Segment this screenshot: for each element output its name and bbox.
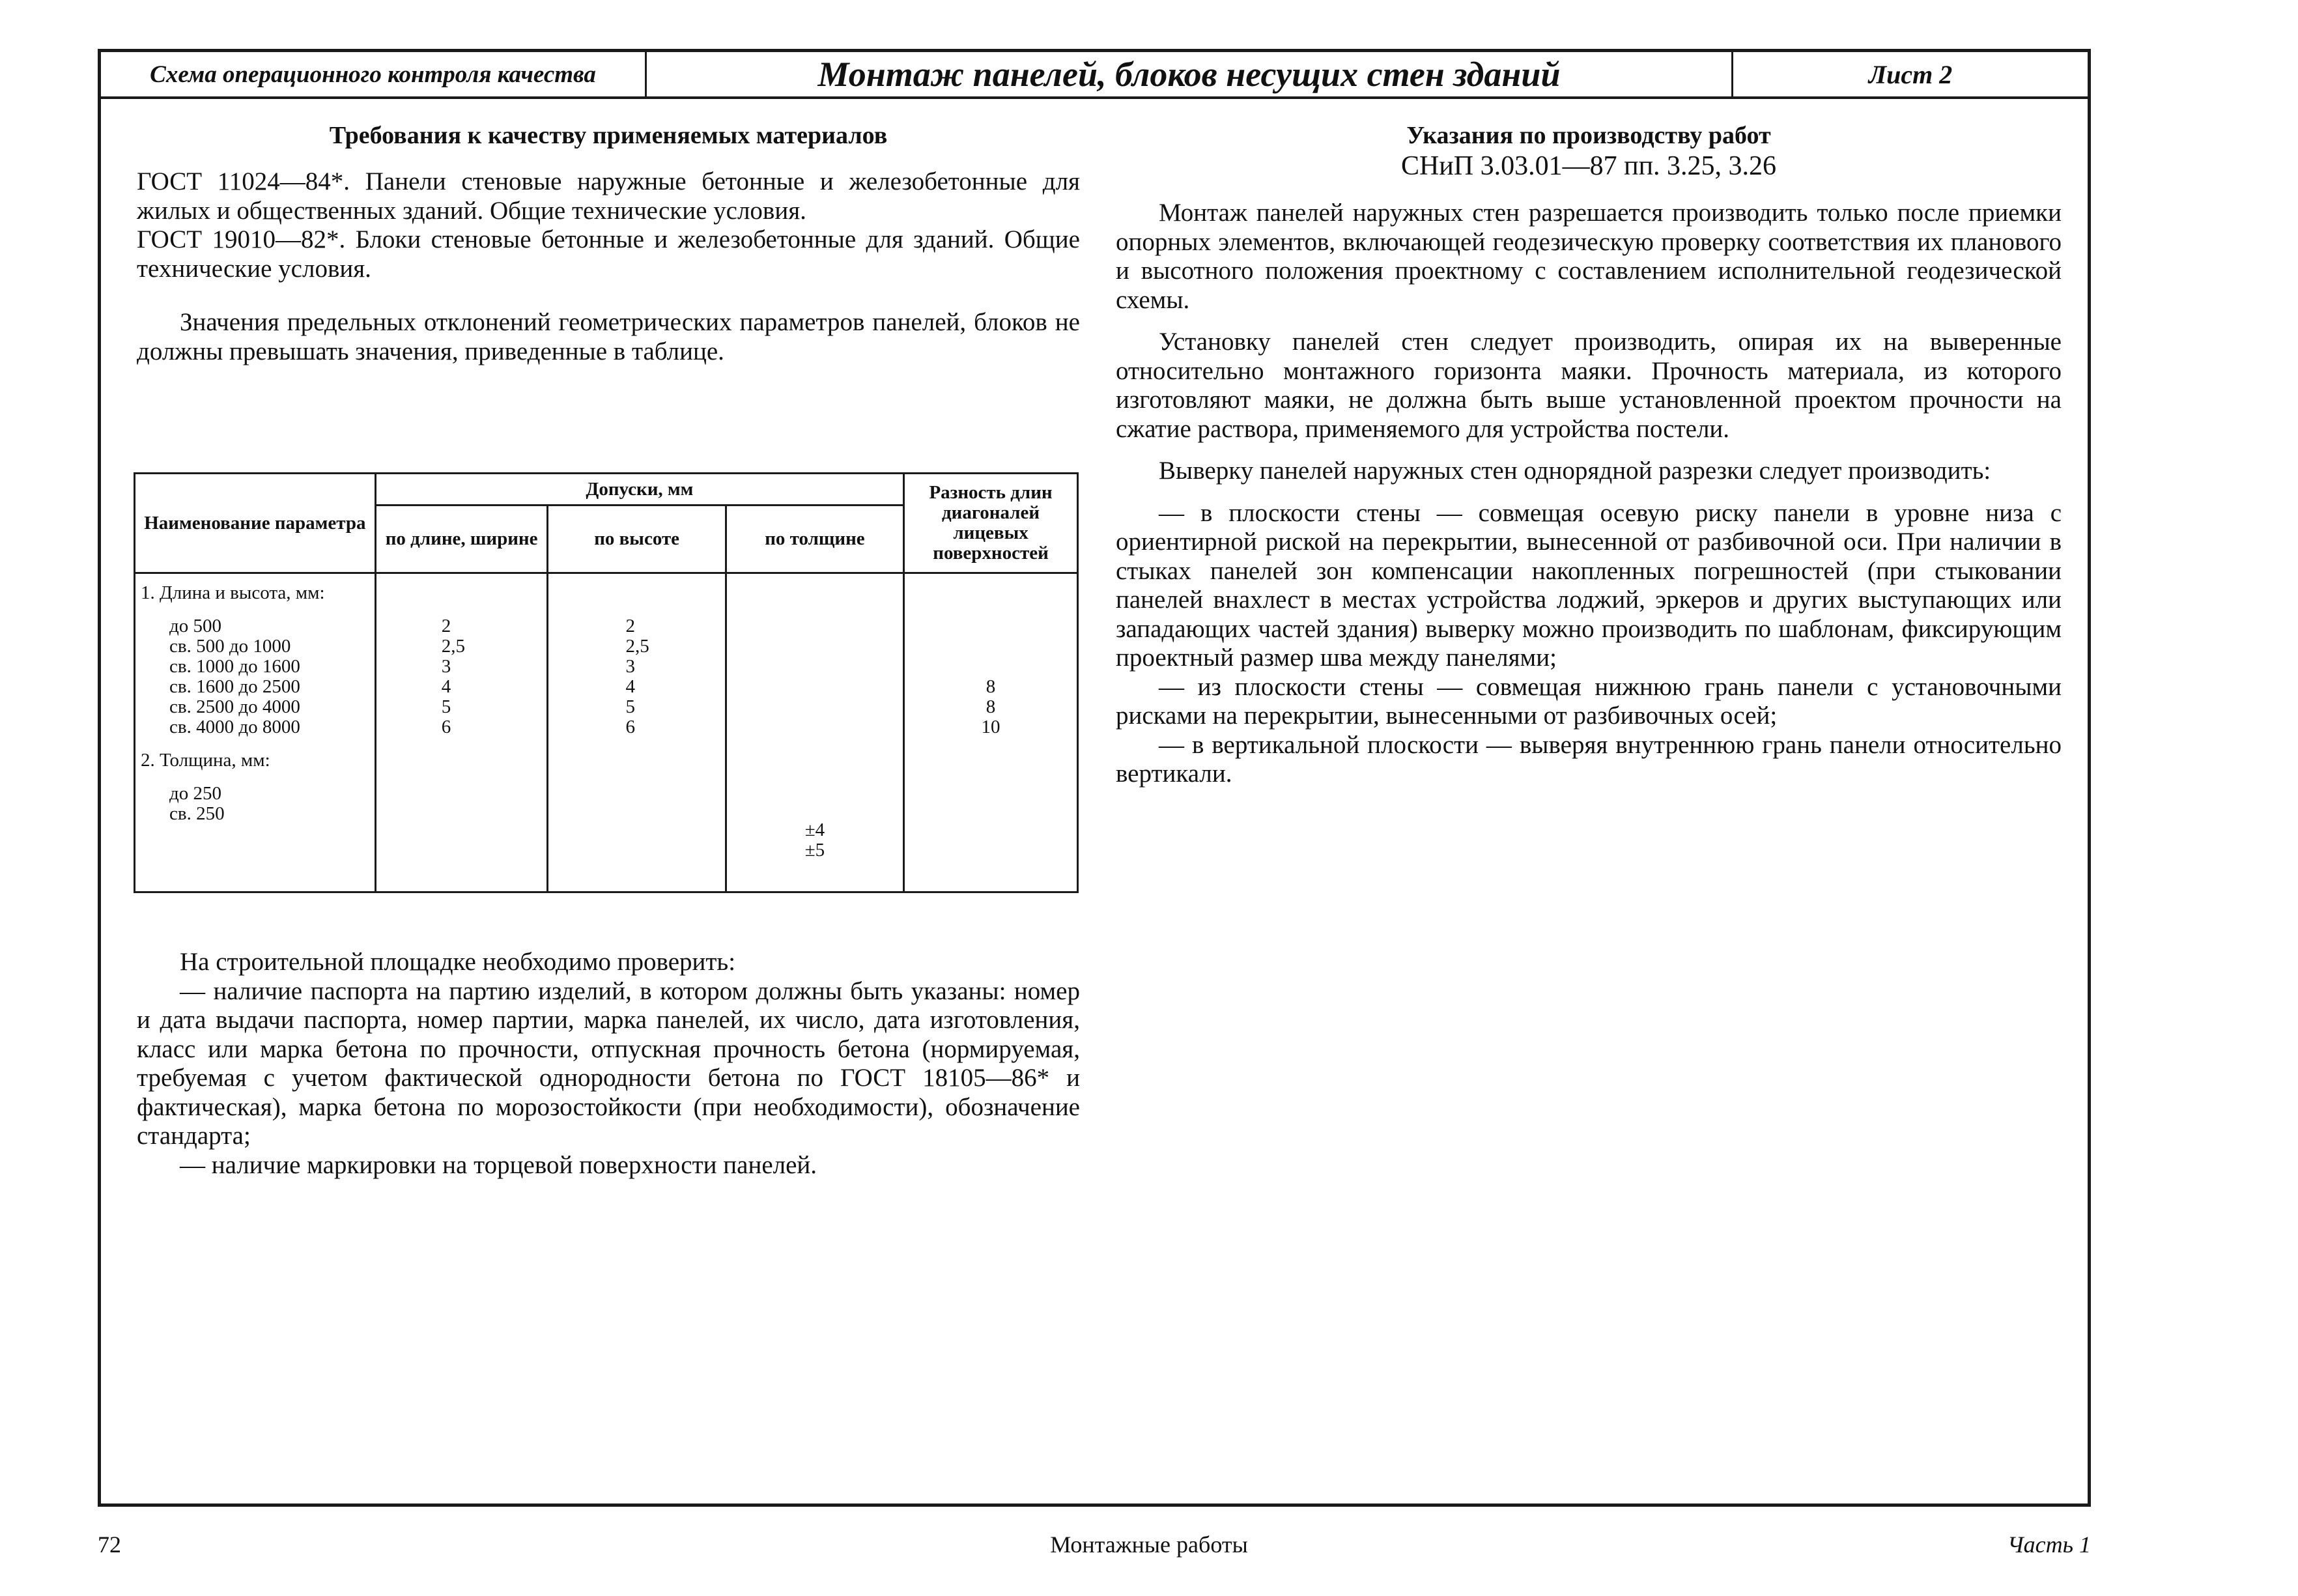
table-cell: 5 [625,696,635,718]
table-cell: 2 [625,616,635,637]
table-row-label: св. 2500 до 4000 [169,696,300,718]
group-thickness-rows [141,784,369,824]
table-cell: 6 [625,717,635,738]
instructions-title: Указания по производству работ [1406,122,1771,149]
instructions-paragraph: — в вертикальной плоскости — выверяя внутреннюю грань панели относительно вертикали. [1116,730,2062,788]
group-length-height-label: 1. Длина и высота, мм: [141,582,325,604]
diagonal-values-column [904,573,1078,892]
table-cell: 4 [441,676,451,698]
table-cell [910,616,1071,636]
page-header [101,52,2088,99]
page-frame [98,49,2091,1507]
gost-11024: ГОСТ 11024—84*. Панели стеновые наружные бетонные и железобетонные для жилых и общественных зданий. Общие технические условия. [137,167,1080,225]
site-check-section [137,948,1080,1180]
footer-part: Часть 1 [2007,1532,2091,1558]
header-scheme-label: Схема операционного контроля качества [101,52,647,96]
table-cell: ±4 [804,819,825,841]
param-column [135,573,376,892]
table-row-label: до 500 [169,616,222,637]
materials-title: Требования к качеству применяемых материалов [329,122,888,149]
page-number: 72 [98,1532,121,1558]
table-row-label: св. 250 [169,803,225,825]
table-row-label: св. 500 до 1000 [169,636,291,657]
instructions-subtitle: СНиП 3.03.01—87 пп. 3.25, 3.26 [1400,151,1777,181]
instructions-paragraph: — из плоскости стены — совмещая нижнюю грань панели с установочными рисками на перекрытии, вынесенными от разбивочных осей; [1116,672,2062,730]
col-header-diagonal: Разность длин диагоналей лицевых поверхностей [904,474,1078,573]
footer-title: Монтажные работы [1050,1532,1248,1558]
site-check-marking: — наличие маркировки на торцевой поверхности панелей. [180,1150,817,1179]
site-check-intro: На строительной площадке необходимо проверить: [180,948,736,976]
table-cell: 2,5 [441,636,466,657]
col-header-tolerances: Допуски, мм [375,474,903,506]
table-row-label: до 250 [169,783,222,805]
instructions-paragraph: — в плоскости стены — совмещая осевую риску панели в уровне низа с ориентирной риской на перекрытии, вынесенной от разбивочной оси. При наличии в стыках панелей зон компенсации накопленных погрешностей (при стыковании панелей внахлест в местах устройства лоджий, эркеров и других выступающих или западающих частей здания) выверку можно производить по шаблонам, фиксирующим проектный размер шва между панелями; [1116,498,2062,672]
limits-paragraph: Значения предельных отклонений геометрических параметров панелей, блоков не должны превышать значения, приведенные в таблице. [137,308,1080,365]
col-header-thickness: по толщине [726,506,903,573]
col-header-param: Наименование параметра [135,474,376,573]
left-column [137,121,1080,366]
table-cell: 10 [981,717,1000,738]
table-cell: 6 [441,717,451,738]
tolerance-table [134,472,1079,893]
table-cell [910,636,1071,657]
table-cell: 2,5 [625,636,649,657]
col-header-height: по высоте [548,506,726,573]
group-length-height-rows [141,616,369,737]
table-cell: 8 [986,696,996,718]
table-row-label: св. 1600 до 2500 [169,676,300,698]
table-row-label: св. 1000 до 1600 [169,656,300,677]
table-cell: 5 [441,696,451,718]
group-thickness-label: 2. Толщина, мм: [141,750,270,771]
col-header-length: по длине, ширине [375,506,548,573]
table-cell: 4 [625,676,635,698]
right-column [1116,121,2062,789]
site-check-passport: — наличие паспорта на партию изделий, в котором должны быть указаны: номер и дата выдачи паспорта, номер партии, марка панелей, их число, дата изготовления, класс или марка бетона по прочности, отпускная прочность бетона (нормируемая, требуемая с учетом фактической однородности бетона по ГОСТ 18105—86* и фактическая), марка бетона по морозостойкости (при необходимости), обозначение стандарта; [137,976,1080,1150]
instructions-paragraph: Установку панелей стен следует производить, опирая их на выверенные относительно монтажного горизонта маяки. Прочность материала, из которого изготовляют маяки, не должна быть выше установленной проектом прочности на сжатие раствора, применяемого для устройства постели. [1116,328,2062,443]
height-values-column [548,573,726,892]
length-values-column [375,573,548,892]
table-cell: 3 [625,656,635,677]
header-sheet-number: Лист 2 [1868,59,1953,89]
table-cell [910,657,1071,677]
table-cell: 3 [441,656,451,677]
instructions-paragraph: Монтаж панелей наружных стен разрешается производить только после приемки опорных элементов, включающей геодезическую проверку соответствия их планового и высотного положения проектному с составлением исполнительной геодезической схемы. [1116,199,2062,314]
instructions-paragraph: Выверку панелей наружных стен однорядной разрезки следует производить: [1159,457,1991,485]
gost-19010: ГОСТ 19010—82*. Блоки стеновые бетонные и железобетонные для зданий. Общие технические условия. [137,225,1080,283]
table-row-label: св. 4000 до 8000 [169,717,300,738]
table-cell: 2 [441,616,451,637]
table-cell: 8 [986,676,996,698]
thickness-values-column [726,573,903,892]
header-title: Монтаж панелей, блоков несущих стен зданий [647,52,1733,96]
table-cell: ±5 [804,840,825,861]
